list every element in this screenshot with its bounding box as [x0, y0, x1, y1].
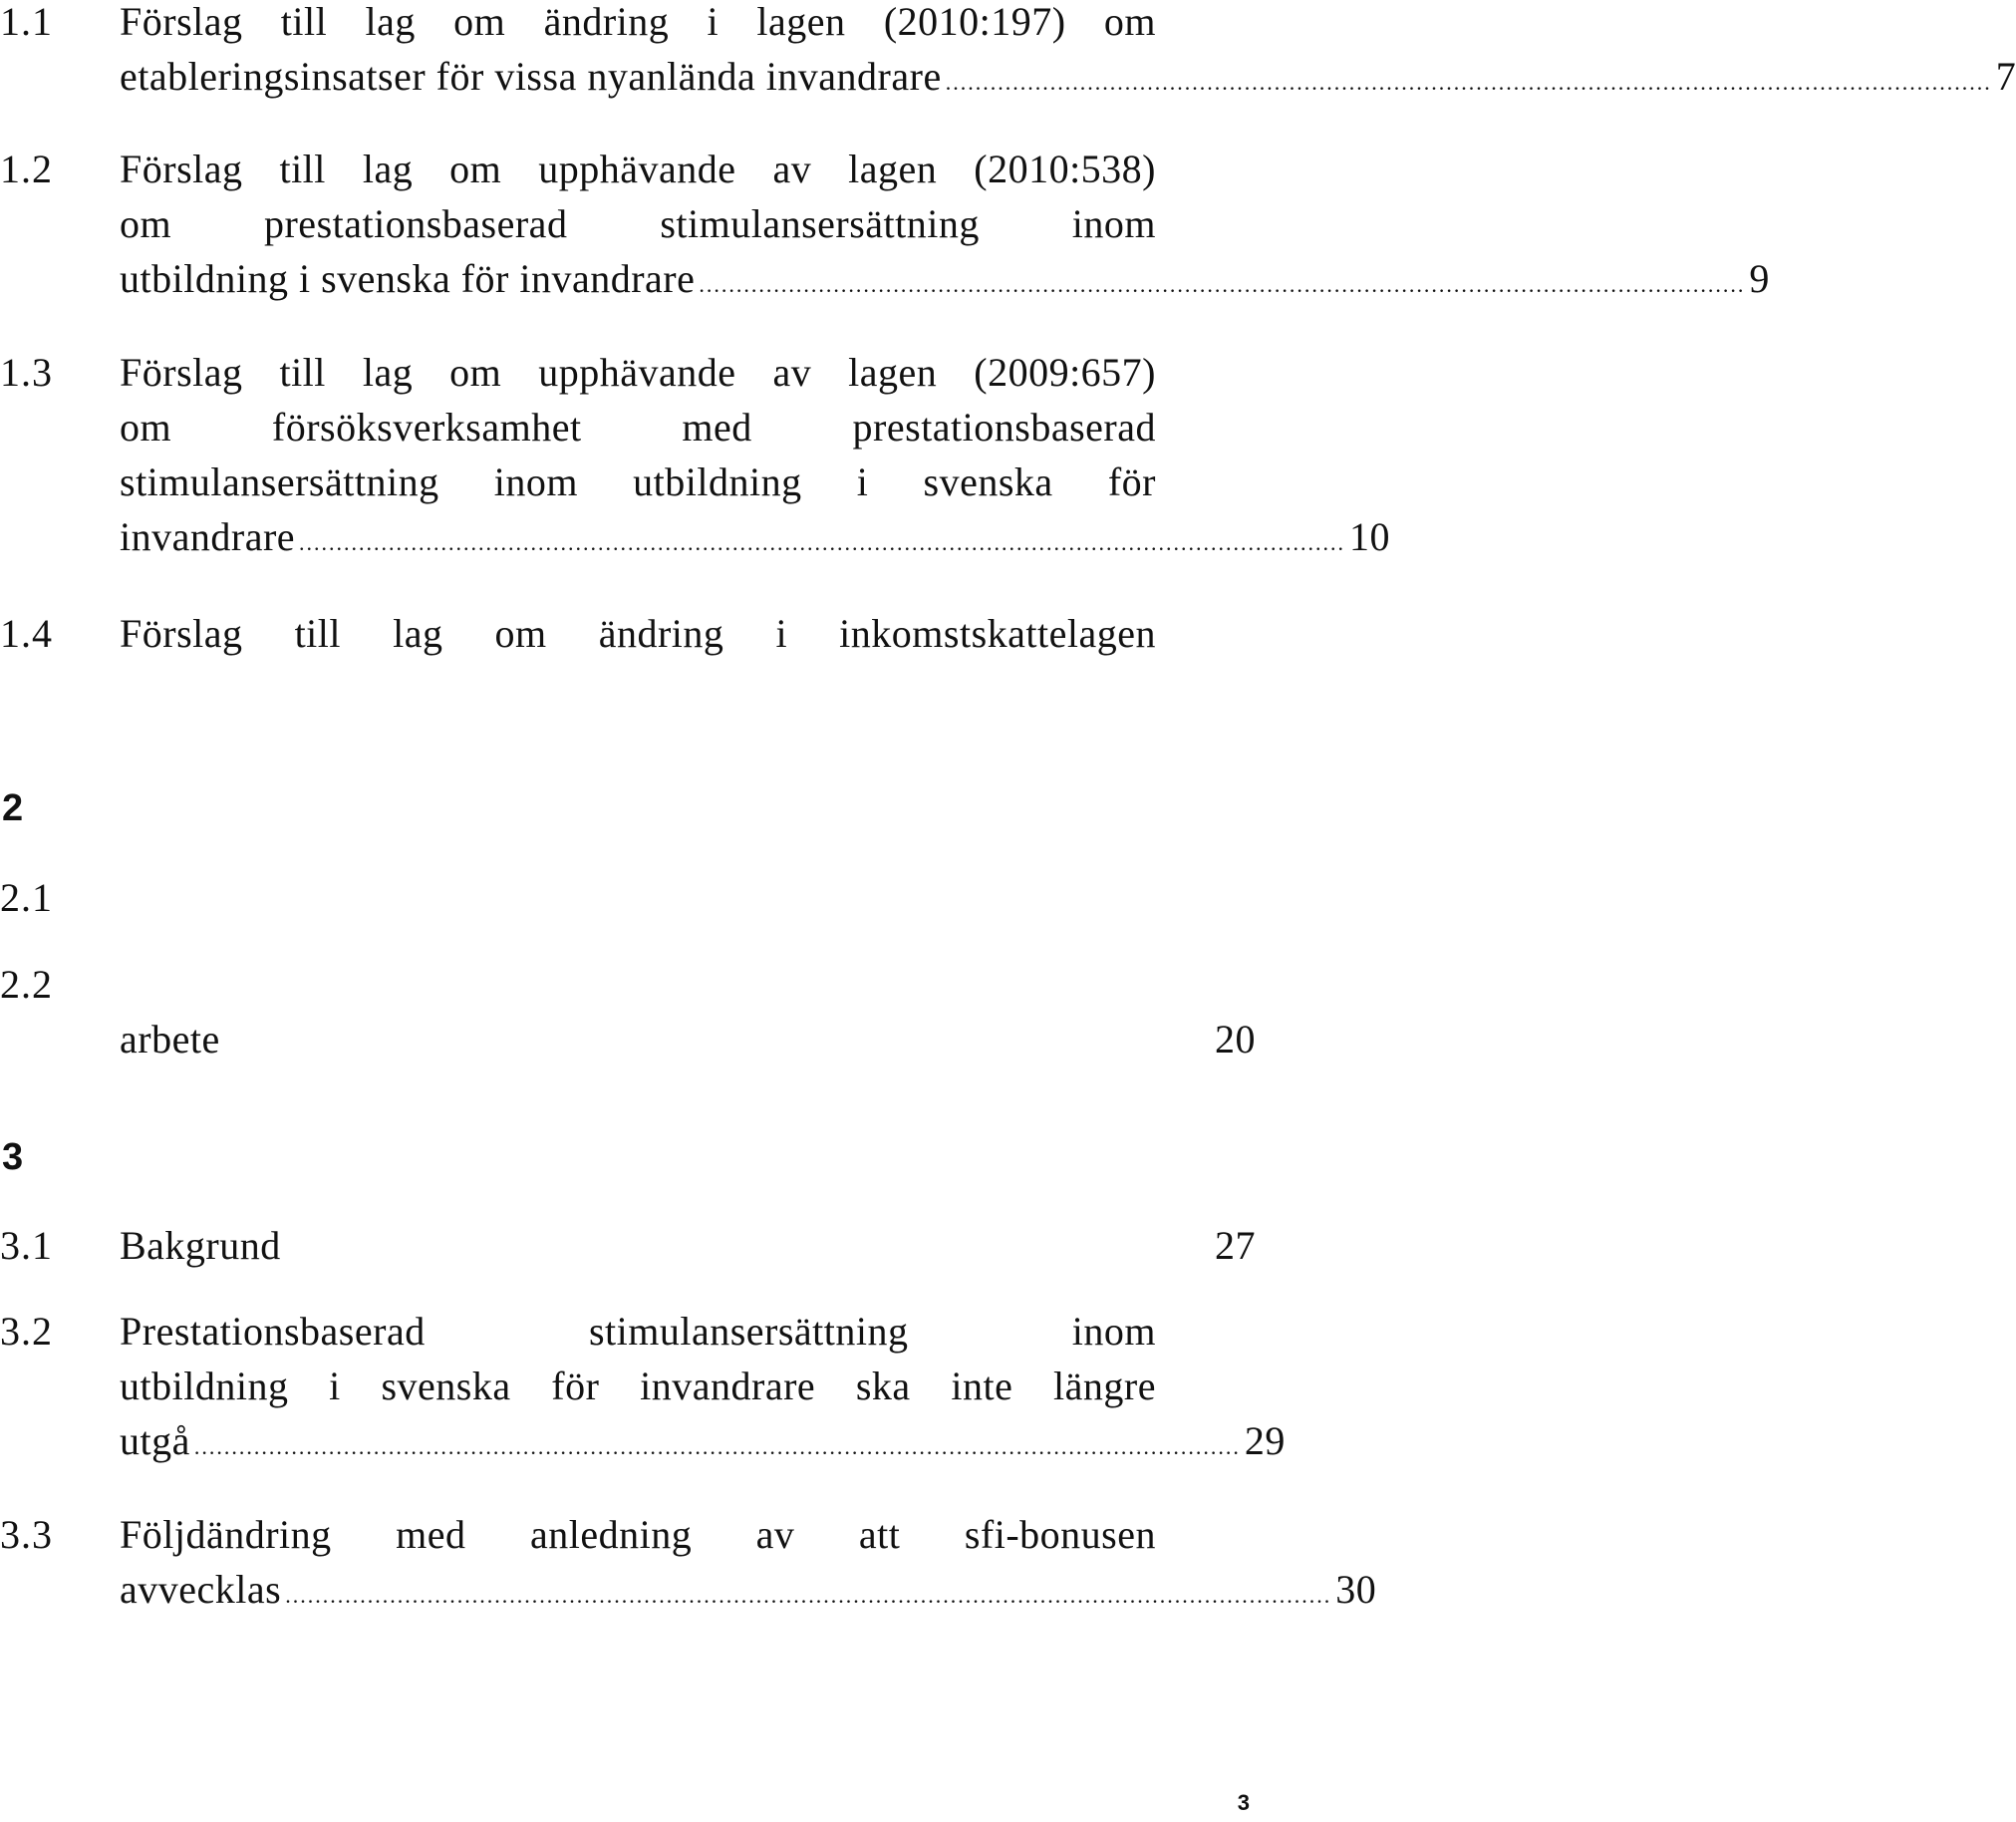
toc-entry-title-line: invandrare: [120, 514, 296, 559]
toc-entry-title-line: om försöksverksamhet med prestationsbaserad: [120, 405, 1156, 450]
toc-entry-page: 27: [1215, 1223, 1256, 1268]
toc-entry-number: 1.2: [0, 147, 53, 191]
chapter-number-3[interactable]: 3: [2, 1136, 24, 1178]
toc-entry-number: 2.1: [0, 875, 53, 920]
toc-entry-title-line: om prestationsbaserad stimulansersättning inom: [120, 201, 1156, 246]
toc-entry-title-line: Förslag till lag om ändring i lagen (2010:197) om: [120, 0, 1156, 44]
toc-entry-last-line: [120, 1218, 1256, 1273]
toc-entry-title-line: Förslag till lag om upphävande av lagen (2010:538): [120, 147, 1156, 191]
toc-entry-page: 9: [1749, 256, 1770, 301]
toc-entry-number: 3.1: [0, 1223, 53, 1268]
toc-entry-number: 1.1: [0, 0, 53, 44]
toc-entry-title-line: Förslag till lag om ändring i inkomstskattelagen: [120, 611, 1156, 656]
toc-entry-number: 2.2: [0, 962, 53, 1007]
toc-entry-page: 10: [1349, 514, 1391, 559]
toc-entry-title-line: arbete: [120, 1017, 220, 1062]
toc-entry-title-line: Förslag till lag om upphävande av lagen (2009:657): [120, 350, 1156, 395]
dot-leader: ............................................................................................................................................: [699, 272, 1746, 297]
toc-entry-number: 1.3: [0, 350, 53, 395]
dot-leader: ............................................................................................................................................: [193, 1434, 1241, 1459]
toc-entry-last-line: [120, 251, 1770, 306]
toc-entry-title-line: Följdändring med anledning av att sfi-bonusen: [120, 1512, 1156, 1557]
toc-entry-last-line: [120, 1012, 1256, 1066]
toc-entry-title-line: Bakgrund: [120, 1223, 281, 1268]
toc-entry-title-line: utbildning i svenska för invandrare ska inte längre: [120, 1364, 1156, 1408]
chapter-number-2[interactable]: 2: [2, 787, 24, 829]
toc-entry-page: 20: [1215, 1017, 1256, 1062]
toc-entry-page: 7: [1995, 54, 2016, 99]
toc-entry-title-line: utgå: [120, 1418, 190, 1463]
page-number: 3: [1237, 1790, 1250, 1815]
toc-entry-last-line: [120, 1562, 1377, 1617]
toc-entry-page: 30: [1335, 1567, 1377, 1612]
toc-entry-last-line: [120, 49, 2016, 104]
dot-leader: ............................................................................................................................................: [299, 530, 1346, 555]
toc-entry-title-line: stimulansersättning inom utbildning i svenska för: [120, 459, 1156, 504]
toc-entry-title-line: utbildning i svenska för invandrare: [120, 256, 696, 301]
toc-entry-last-line: [120, 509, 1391, 564]
toc-entry-title-line-empty: [120, 957, 1156, 1012]
toc-entry-number: 3.3: [0, 1512, 53, 1557]
dot-leader: ............................................................................................................................................: [945, 70, 1992, 95]
toc-entry-title-line: avvecklas: [120, 1567, 282, 1612]
toc-entry-number: 1.4: [0, 611, 53, 656]
toc-entry-last-line: [120, 1413, 1286, 1468]
dot-leader: ............................................................................................................................................: [285, 1583, 1332, 1608]
toc-entry-title-line: etableringsinsatser för vissa nyanlända invandrare: [120, 54, 942, 99]
toc-entry-page: 29: [1244, 1418, 1286, 1463]
toc-entry-number: 3.2: [0, 1309, 53, 1354]
toc-entry-title-line: Prestationsbaserad stimulansersättning inom: [120, 1309, 1156, 1354]
